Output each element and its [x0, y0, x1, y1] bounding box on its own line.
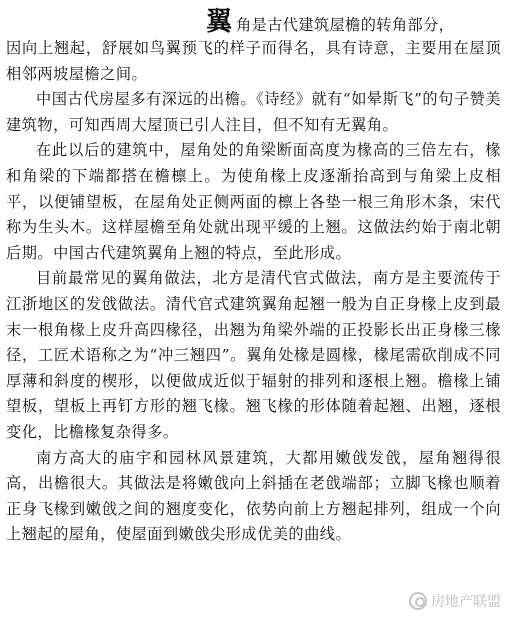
- first-line: [206, 6, 501, 36]
- paragraph-4: 目前最常见的翼角做法，北方是清代官式做法，南方是主要流传于江浙地区的发戗做法。清代官式建筑翼角起翘一般为自正身椽上皮到最末一根角椽上皮升高四椽径，出翘为角梁外端的正投影长出正身椽三椽径，工匠术语称之为“冲三翘四”。翼角处椽是圆椽，椽尾需砍削成不同厚薄和斜度的楔形，以便做成近似于辐射的排列和逐根上翘。檐椽上铺望板，望板上再钉方形的翘飞椽。翘飞椽的形体随着起翘、出翘，逐根变化，比檐椽复杂得多。: [6, 269, 501, 441]
- paragraph-3: 在此以后的建筑中，屋角处的角梁断面高度为椽高的三倍左右，椽和角梁的下端都搭在檐檩上。为使角椽上皮逐渐抬高到与角梁上皮相平，以便铺望板，在屋角处正侧两面的檩上各垫一根三角形木条，宋代称为生头木。这样屋檐至角处就出现平缓的上翘。这做法约始于南北朝后期。中国古代建筑翼角上翘的特点，至此形成。: [6, 141, 501, 262]
- paragraph-1: 因向上翘起，舒展如鸟翼预飞的样子而得名，具有诗意，主要用在屋顶相邻两坡屋檐之间。: [6, 39, 501, 83]
- watermark-logo-icon: [409, 592, 427, 610]
- paragraph-5: 南方高大的庙宇和园林风景建筑，大都用嫩戗发戗，屋角翘得很高，出檐很大。其做法是将嫩戗向上斜插在老戗端部；立脚飞椽也顺着正身飞椽到嫩戗之间的翘度变化，依势向前上方翘起排列，组成一个向上翘起的屋角，使屋面到嫩戗尖形成优美的曲线。: [6, 448, 501, 544]
- first-line-text: 角是古代建筑屋檐的转角部分，: [236, 16, 455, 34]
- watermark-text: 房地产联盟: [431, 594, 501, 610]
- paragraph-2: 中国古代房屋多有深远的出檐。《诗经》就有“如晕斯飞”的句子赞美建筑物，可知西周大屋顶已引人注目，但不知有无翼角。: [6, 90, 501, 134]
- watermark: [409, 591, 501, 611]
- title-character: 翼: [206, 7, 233, 37]
